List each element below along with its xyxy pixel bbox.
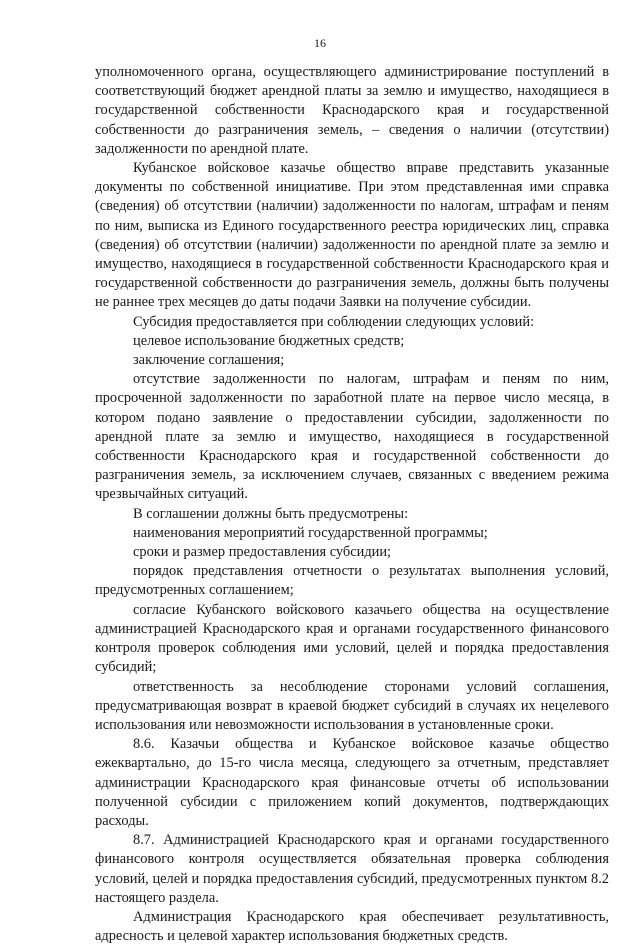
section-paragraph-8-6: 8.6. Казачьи общества и Кубанское войсковое казачье общество ежеквартально, до 15-го числа месяца, следующего за отчетным, представляет администрации Краснодарского края финансовые отчеты об использовании полученной субсидии с приложением копий документов, подтверждающих расходы. bbox=[95, 736, 609, 829]
list-item: согласие Кубанского войскового казачьего общества на осуществление администрацией Краснодарского края и органами государственного финансового контроля проверок соблюдения ими условий, целей и порядка предоставления субсидий; bbox=[95, 601, 609, 676]
list-item: сроки и размер предоставления субсидии; bbox=[133, 544, 392, 561]
list-item: целевое использование бюджетных средств; bbox=[133, 332, 405, 349]
list-item: ответственность за несоблюдение сторонами условий соглашения, предусматривающая возврат в краевой бюджет субсидий в случаях их нецелевого использования или невозможности использования в установленные сроки. bbox=[95, 678, 609, 733]
list-item: отсутствие задолженности по налогам, штрафам и пеням по ним, просроченной задолженности по заработной плате на первое число месяца, в котором подано заявление о предоставлении субсидии, задолженности по арендной плате за землю и имущество, находящиеся в государственной собственности Краснодарского края и государственной собственности до разграничения земель, за исключением случаев, связанных с введением режима чрезвычайных ситуаций. bbox=[95, 371, 609, 503]
paragraph: Субсидия предоставляется при соблюдении следующих условий: bbox=[133, 313, 535, 330]
list-item: порядок представления отчетности о результатах выполнения условий, предусмотренных соглашением; bbox=[95, 563, 609, 599]
paragraph: уполномоченного органа, осуществляющего администрирование поступлений в соответствующий бюджет арендной платы за землю и имущество, находящиеся в государственной собственности Краснодарского края и государственной собственности до разграничения земель, – сведения о наличии (отсутствии) задолженности по арендной плате. bbox=[95, 64, 609, 157]
page-number: 16 bbox=[314, 36, 326, 50]
paragraph: Кубанское войсковое казачье общество вправе представить указанные документы по собственной инициативе. При этом представленная ими справка (сведения) об отсутствии (наличии) задолженности по налогам, штрафам и пеням по ним, выписка из Единого государственного реестра юридических лиц, справка (сведения) об отсутствии (наличии) задолженности по арендной плате за землю и имущество, находящиеся в государственной собственности Краснодарского края и государственной собственности до разграничения земель, должны быть получены не раннее трех месяцев до даты подачи Заявки на получение субсидии. bbox=[95, 160, 609, 311]
list-item: наименования мероприятий государственной программы; bbox=[133, 524, 488, 541]
list-item: заключение соглашения; bbox=[133, 352, 285, 369]
paragraph: В соглашении должны быть предусмотрены: bbox=[133, 505, 409, 522]
paragraph: Администрация Краснодарского края обеспечивает результативность, адресность и целевой характер использования бюджетных средств. bbox=[95, 908, 609, 945]
section-paragraph-8-7: 8.7. Администрацией Краснодарского края и органами государственного финансового контроля осуществляется обязательная проверка соблюдения условий, целей и порядка предоставления субсидий, предусмотренных пунктом 8.2 настоящего раздела. bbox=[95, 832, 609, 906]
document-body bbox=[95, 63, 609, 946]
